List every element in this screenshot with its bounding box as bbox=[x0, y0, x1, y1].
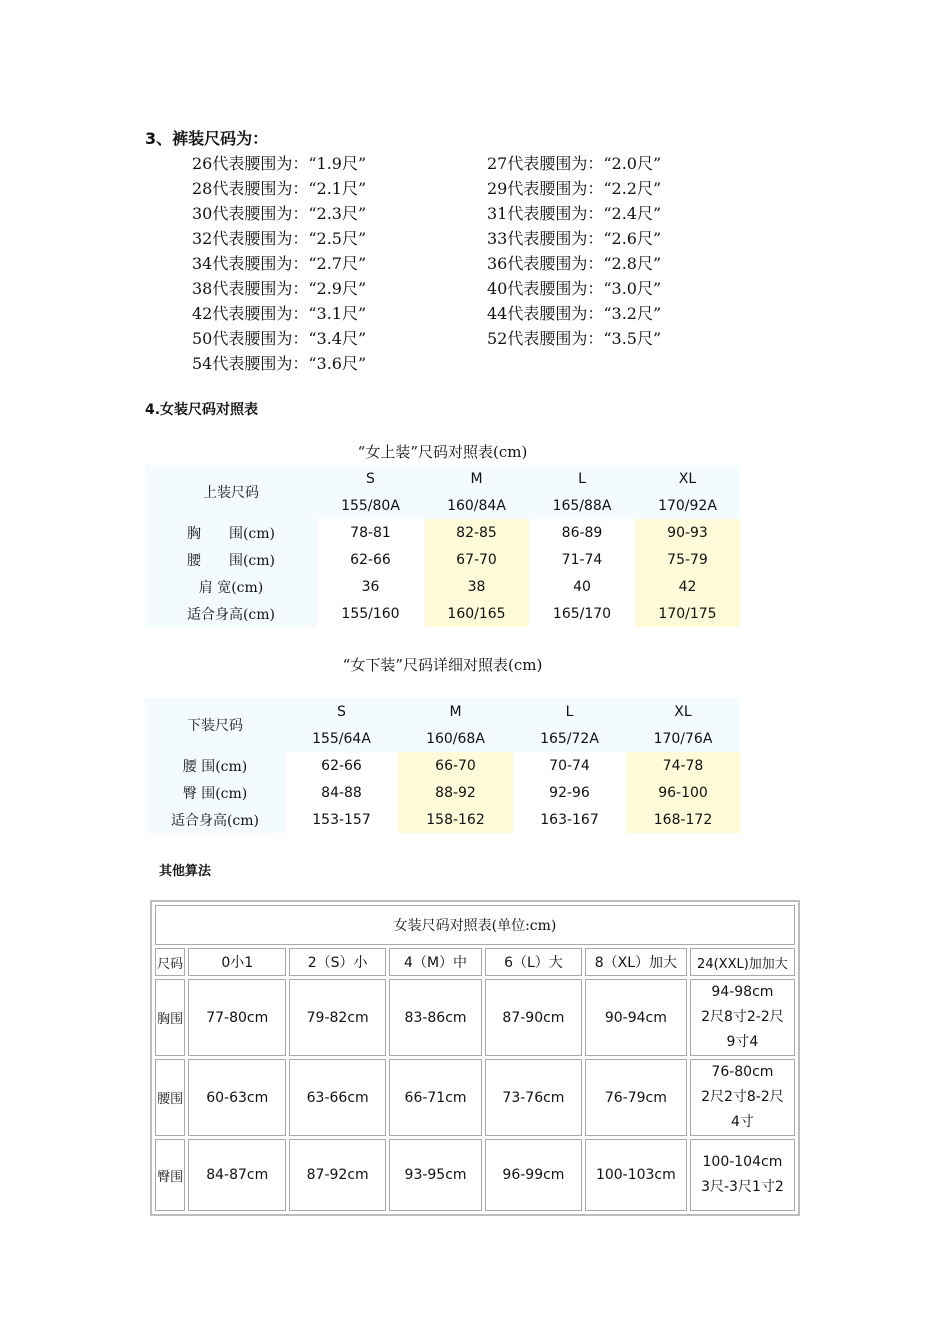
cell-line: 2尺8寸2-2尺 bbox=[701, 1009, 784, 1025]
size-header: XL bbox=[626, 698, 740, 725]
bottoms-size-table bbox=[145, 698, 740, 833]
size-code: 165/88A bbox=[529, 492, 635, 519]
table-cell: 160/165 bbox=[424, 600, 529, 627]
column-header: 6（L）大 bbox=[485, 948, 582, 976]
table-row bbox=[145, 546, 740, 573]
waist-size-item: 32代表腰围为：“2.5尺” bbox=[192, 229, 367, 248]
table-cell: 75-79 bbox=[635, 546, 740, 573]
size-header: M bbox=[398, 698, 513, 725]
waist-size-item: 44代表腰围为：“3.2尺” bbox=[487, 304, 662, 323]
table-cell: 66-70 bbox=[398, 752, 513, 779]
waist-size-item: 36代表腰围为：“2.8尺” bbox=[487, 254, 662, 273]
cell-line: 4寸 bbox=[730, 1114, 754, 1130]
size-header: M bbox=[424, 465, 529, 492]
table-cell: 70-74 bbox=[549, 757, 590, 774]
section-4-title: 4.女装尺码对照表 bbox=[145, 402, 259, 418]
table-cell: 87-92cm bbox=[289, 1139, 386, 1211]
table-cell: 77-80cm bbox=[188, 979, 286, 1056]
table-cell: 79-82cm bbox=[289, 979, 386, 1056]
table-cell: 170/175 bbox=[635, 600, 740, 627]
waist-size-item: 54代表腰围为：“3.6尺” bbox=[192, 354, 367, 373]
size-header: XL bbox=[635, 465, 740, 492]
table-cell: 158-162 bbox=[398, 806, 513, 833]
column-header: 8（XL）加大 bbox=[585, 948, 687, 976]
table-cell: 163-167 bbox=[540, 811, 599, 828]
table-cell: 78-81 bbox=[350, 524, 391, 541]
waist-size-item: 42代表腰围为：“3.1尺” bbox=[192, 304, 367, 323]
waist-size-item: 33代表腰围为：“2.6尺” bbox=[487, 229, 662, 248]
waist-size-item: 40代表腰围为：“3.0尺” bbox=[487, 279, 662, 298]
size-code: 160/84A bbox=[424, 492, 529, 519]
table-cell: 42 bbox=[635, 573, 740, 600]
size-code: 170/92A bbox=[635, 492, 740, 519]
row-label: 臀围 bbox=[155, 1139, 185, 1211]
waist-size-item: 31代表腰围为：“2.4尺” bbox=[487, 204, 662, 223]
section-3-title: 3、裤装尺码为： bbox=[145, 129, 269, 148]
table-cell: 62-66 bbox=[350, 551, 391, 568]
waist-size-item: 29代表腰围为：“2.2尺” bbox=[487, 179, 662, 198]
table-row bbox=[145, 752, 740, 779]
table-cell: 60-63cm bbox=[188, 1059, 286, 1136]
size-code: 170/76A bbox=[626, 725, 740, 752]
table-cell: 83-86cm bbox=[389, 979, 482, 1056]
other-size-table bbox=[150, 900, 800, 1216]
table-cell: 93-95cm bbox=[389, 1139, 482, 1211]
bottoms-size-label: 下装尺码 bbox=[145, 698, 285, 752]
column-header: 24(XXL)加加大 bbox=[690, 948, 795, 976]
table-cell: 87-90cm bbox=[485, 979, 582, 1056]
cell-line: 100-104cm bbox=[702, 1154, 783, 1170]
waist-size-item: 50代表腰围为：“3.4尺” bbox=[192, 329, 367, 348]
table-cell bbox=[690, 1059, 795, 1136]
row-label: 腰 围(cm) bbox=[145, 752, 285, 779]
cell-line: 9寸4 bbox=[726, 1034, 759, 1050]
cell-line: 76-80cm bbox=[711, 1064, 774, 1080]
column-header: 4（M）中 bbox=[389, 948, 482, 976]
size-header: S bbox=[317, 465, 424, 492]
row-label: 臀 围(cm) bbox=[145, 779, 285, 806]
waist-size-item: 26代表腰围为：“1.9尺” bbox=[192, 154, 367, 173]
table-cell: 90-94cm bbox=[585, 979, 687, 1056]
size-code: 160/68A bbox=[398, 725, 513, 752]
table-cell: 92-96 bbox=[549, 784, 590, 801]
table-row bbox=[145, 779, 740, 806]
table-cell: 84-88 bbox=[321, 784, 362, 801]
table-cell: 168-172 bbox=[626, 806, 740, 833]
table-cell: 165/170 bbox=[552, 605, 612, 622]
row-label: 胸围 bbox=[155, 979, 185, 1056]
cell-line: 3尺-3尺1寸2 bbox=[701, 1179, 784, 1195]
table-cell: 84-87cm bbox=[188, 1139, 286, 1211]
size-code: 155/80A bbox=[317, 492, 424, 519]
size-header: L bbox=[513, 698, 626, 725]
cell-line: 2尺2寸8-2尺 bbox=[701, 1089, 784, 1105]
table-cell: 100-103cm bbox=[585, 1139, 687, 1211]
waist-size-item: 30代表腰围为：“2.3尺” bbox=[192, 204, 367, 223]
table-cell: 66-71cm bbox=[389, 1059, 482, 1136]
table-cell bbox=[690, 1139, 795, 1211]
row-label: 适合身高(cm) bbox=[145, 806, 285, 833]
table-cell: 73-76cm bbox=[485, 1059, 582, 1136]
table-cell bbox=[690, 979, 795, 1056]
size-code: 165/72A bbox=[513, 725, 626, 752]
column-header: 尺码 bbox=[155, 948, 185, 976]
table-cell: 40 bbox=[573, 578, 591, 595]
bottoms-table-caption: “女下装”尺码详细对照表(cm) bbox=[342, 656, 543, 674]
other-method-title: 其他算法 bbox=[159, 864, 212, 879]
table-row bbox=[155, 1059, 795, 1136]
table-cell: 155/160 bbox=[341, 605, 400, 622]
table-row bbox=[145, 806, 740, 833]
row-label: 腰围 bbox=[155, 1059, 185, 1136]
waist-size-item: 34代表腰围为：“2.7尺” bbox=[192, 254, 367, 273]
row-label: 腰 围(cm) bbox=[145, 546, 317, 573]
other-table-caption: 女装尺码对照表(单位:cm) bbox=[155, 905, 795, 945]
tops-size-table bbox=[145, 465, 740, 627]
table-row bbox=[145, 573, 740, 600]
table-row bbox=[155, 1139, 795, 1211]
table-row bbox=[145, 600, 740, 627]
table-cell: 36 bbox=[361, 578, 380, 595]
table-cell: 63-66cm bbox=[289, 1059, 386, 1136]
size-code: 155/64A bbox=[285, 725, 398, 752]
table-cell: 38 bbox=[424, 573, 529, 600]
waist-size-item: 28代表腰围为：“2.1尺” bbox=[192, 179, 367, 198]
table-cell: 86-89 bbox=[561, 524, 603, 541]
size-header: L bbox=[529, 465, 635, 492]
column-header: 2（S）小 bbox=[289, 948, 386, 976]
row-label: 胸 围(cm) bbox=[145, 519, 317, 546]
tops-table-caption: “女上装”尺码对照表(cm) bbox=[357, 443, 528, 461]
table-cell: 71-74 bbox=[561, 551, 603, 568]
column-header: 0小1 bbox=[188, 948, 286, 976]
row-label: 适合身高(cm) bbox=[145, 600, 317, 627]
table-cell: 88-92 bbox=[398, 779, 513, 806]
table-cell: 82-85 bbox=[424, 519, 529, 546]
table-cell: 67-70 bbox=[424, 546, 529, 573]
table-cell: 62-66 bbox=[321, 757, 362, 774]
table-cell: 74-78 bbox=[626, 752, 740, 779]
table-cell: 153-157 bbox=[312, 811, 371, 828]
row-label: 肩 宽(cm) bbox=[145, 573, 317, 600]
table-cell: 96-100 bbox=[626, 779, 740, 806]
table-cell: 96-99cm bbox=[485, 1139, 582, 1211]
waist-size-item: 52代表腰围为：“3.5尺” bbox=[487, 329, 662, 348]
cell-line: 94-98cm bbox=[711, 984, 774, 1000]
size-header: S bbox=[285, 698, 398, 725]
table-row bbox=[155, 979, 795, 1056]
tops-size-label: 上装尺码 bbox=[145, 465, 317, 519]
waist-size-item: 38代表腰围为：“2.9尺” bbox=[192, 279, 367, 298]
table-cell: 76-79cm bbox=[585, 1059, 687, 1136]
table-row bbox=[145, 519, 740, 546]
waist-size-item: 27代表腰围为：“2.0尺” bbox=[487, 154, 662, 173]
table-cell: 90-93 bbox=[635, 519, 740, 546]
